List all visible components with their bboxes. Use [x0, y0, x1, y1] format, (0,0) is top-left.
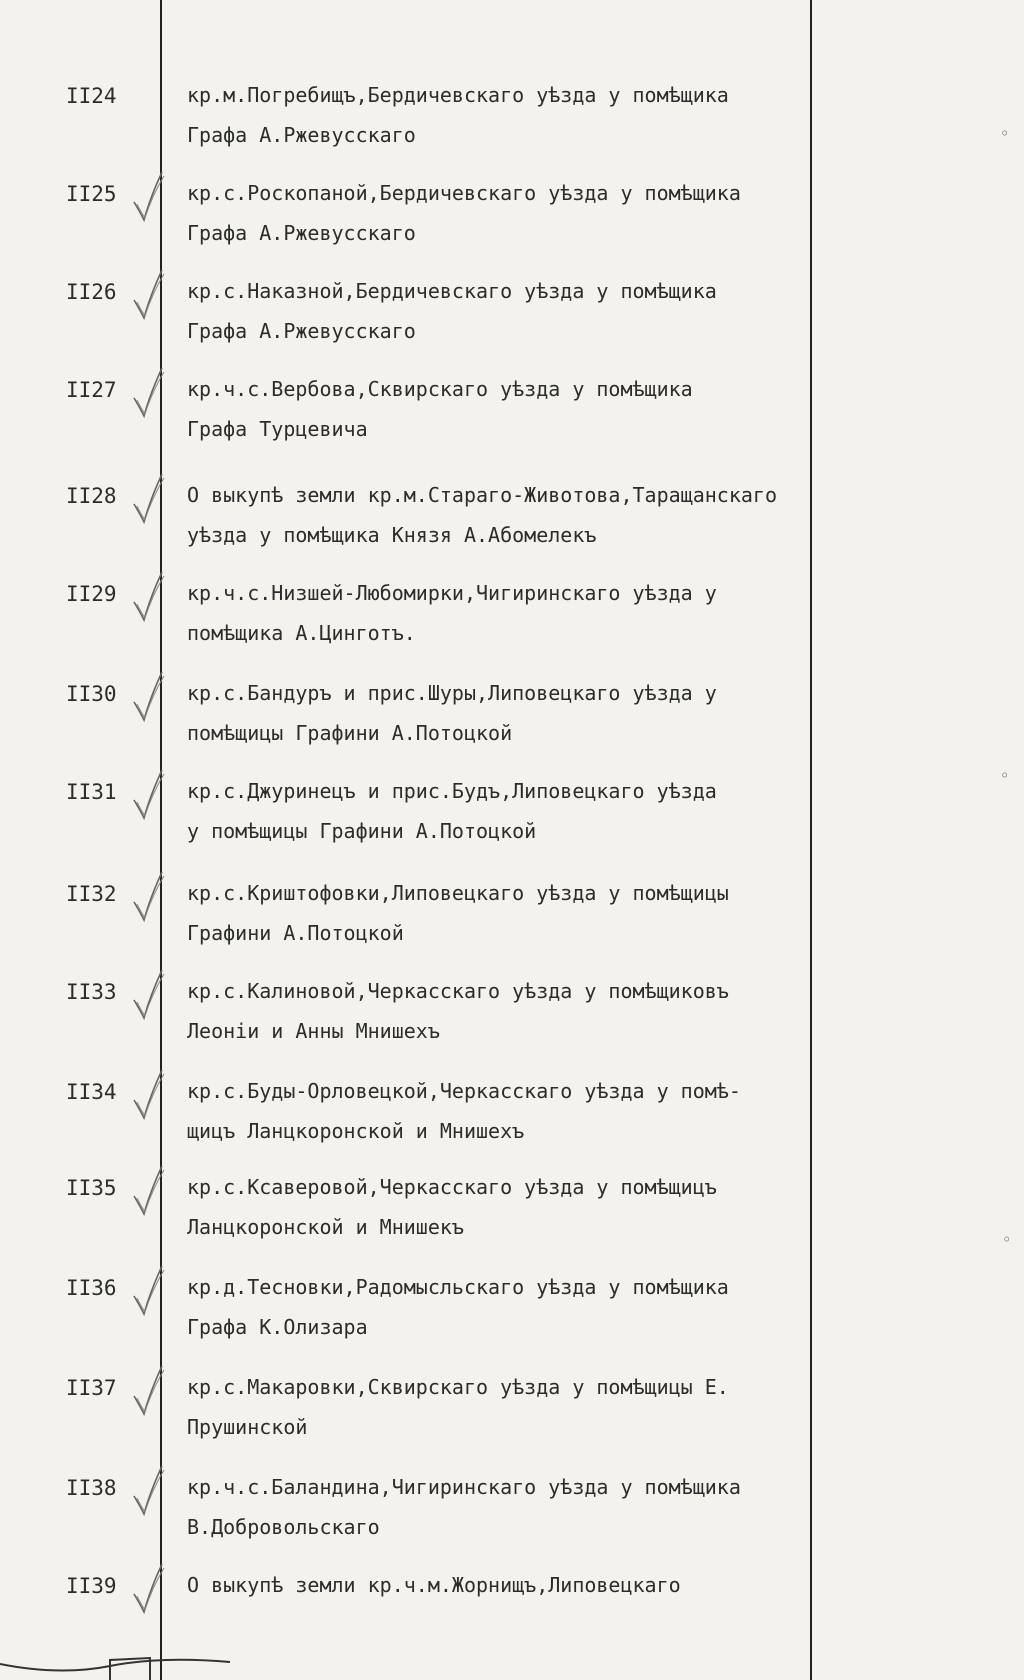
entry-line-2: у помѣщицы Графини А.Потоцкой — [187, 819, 537, 843]
entry-line-1: О выкупѣ земли кр.ч.м.Жорнищъ,Липовецкаго — [187, 1573, 681, 1597]
check-mark-icon — [128, 766, 168, 822]
entry-line-1: кр.с.Буды-Орловецкой,Черкасскаго уѣзда у помѣ- — [187, 1079, 741, 1103]
entry-number: II32 — [66, 882, 117, 906]
register-entry — [0, 84, 1024, 164]
register-entry — [0, 1176, 1024, 1256]
entry-line-1: О выкупѣ земли кр.м.Стараго-Животова,Таращанскаго — [187, 483, 778, 507]
entry-line-1: кр.ч.с.Баландина,Чигиринскаго уѣзда у помѣщика — [187, 1475, 741, 1499]
entry-number: II33 — [66, 980, 117, 1004]
register-entry — [0, 582, 1024, 662]
entry-text — [187, 971, 827, 1051]
entry-line-1: кр.ч.с.Вербова,Сквирскаго уѣзда у помѣщика — [187, 377, 693, 401]
entry-line-2: уѣзда у помѣщика Князя А.Абомелекъ — [187, 523, 597, 547]
entry-number: II28 — [66, 484, 117, 508]
entry-number: II26 — [66, 280, 117, 304]
check-mark-icon — [128, 168, 168, 224]
entry-line-1: кр.с.Калиновой,Черкасскаго уѣзда у помѣщиковъ — [187, 979, 729, 1003]
entry-number: II30 — [66, 682, 117, 706]
register-entry — [0, 882, 1024, 962]
entry-text — [187, 1565, 827, 1645]
check-mark-icon — [128, 266, 168, 322]
check-mark-icon — [128, 668, 168, 724]
check-mark-icon — [128, 568, 168, 624]
entry-line-2: помѣщика А.Цинготъ. — [187, 621, 416, 645]
entry-text — [187, 75, 827, 155]
entry-text — [187, 475, 827, 555]
entry-line-2: Графа А.Ржевусскаго — [187, 319, 416, 343]
entry-number: II27 — [66, 378, 117, 402]
register-entry — [0, 780, 1024, 860]
register-entry — [0, 280, 1024, 360]
entry-text — [187, 873, 827, 953]
register-entry — [0, 1376, 1024, 1456]
entry-text — [187, 673, 827, 753]
entry-line-1: кр.с.Джуринецъ и прис.Будъ,Липовецкаго уѣзда — [187, 779, 717, 803]
entry-number: II35 — [66, 1176, 117, 1200]
entry-text — [187, 1367, 827, 1447]
entry-number: II29 — [66, 582, 117, 606]
entry-text — [187, 771, 827, 851]
entry-line-1: кр.с.Бандуръ и прис.Шуры,Липовецкаго уѣзда у — [187, 681, 717, 705]
entry-line-2: Ланцкоронской и Мнишекъ — [187, 1215, 464, 1239]
entry-number: II36 — [66, 1276, 117, 1300]
entry-line-1: кр.д.Тесновки,Радомысльскаго уѣзда у помѣщика — [187, 1275, 729, 1299]
entry-line-1: кр.с.Роскопаной,Бердичевскаго уѣзда у помѣщика — [187, 181, 741, 205]
register-entry — [0, 378, 1024, 458]
register-entry — [0, 1080, 1024, 1160]
entry-line-1: кр.с.Криштофовки,Липовецкаго уѣзда у помѣщицы — [187, 881, 729, 905]
entry-line-2: Графа А.Ржевусскаго — [187, 221, 416, 245]
entry-line-1: кр.с.Наказной,Бердичевскаго уѣзда у помѣщика — [187, 279, 717, 303]
entry-number: II24 — [66, 84, 117, 108]
check-mark-icon — [128, 1560, 168, 1616]
entry-line-2: Леонiи и Анны Мнишехъ — [187, 1019, 440, 1043]
entry-line-1: кр.ч.с.Низшей-Любомирки,Чигиринскаго уѣзда у — [187, 581, 717, 605]
entry-line-2: щицъ Ланцкоронской и Мнишехъ — [187, 1119, 525, 1143]
check-mark-icon — [128, 1162, 168, 1218]
entry-number: II37 — [66, 1376, 117, 1400]
entry-text — [187, 1071, 827, 1151]
register-entry — [0, 1476, 1024, 1556]
entry-line-1: кр.с.Ксаверовой,Черкасскаго уѣзда у помѣщицъ — [187, 1175, 717, 1199]
margin-mark: ◦ — [1000, 124, 1010, 143]
entry-line-2: Графа Турцевича — [187, 417, 368, 441]
entry-number: II38 — [66, 1476, 117, 1500]
entry-line-2: Графа К.Олизара — [187, 1315, 368, 1339]
check-mark-icon — [128, 1362, 168, 1418]
entry-line-1: кр.м.Погребищъ,Бердичевскаго уѣзда у помѣщика — [187, 83, 729, 107]
register-entry — [0, 484, 1024, 564]
entry-number: II31 — [66, 780, 117, 804]
entry-line-2: помѣщицы Графини А.Потоцкой — [187, 721, 513, 745]
check-mark-icon — [128, 1462, 168, 1518]
entry-number: II25 — [66, 182, 117, 206]
entry-number: II34 — [66, 1080, 117, 1104]
entry-line-1: кр.с.Макаровки,Сквирскаго уѣзда у помѣщицы Е. — [187, 1375, 729, 1399]
entry-text — [187, 1167, 827, 1247]
entry-text — [187, 173, 827, 253]
check-mark-icon — [128, 966, 168, 1022]
entry-line-2 — [187, 1605, 827, 1645]
margin-mark: ◦ — [1000, 766, 1010, 785]
check-mark-icon — [128, 364, 168, 420]
entry-number: II39 — [66, 1574, 117, 1598]
margin-mark: ◦ — [1002, 1230, 1012, 1249]
check-mark-icon — [128, 1066, 168, 1122]
entry-line-2: В.Добровольскаго — [187, 1515, 380, 1539]
entry-text — [187, 1467, 827, 1547]
register-entry — [0, 682, 1024, 762]
check-mark-icon — [128, 868, 168, 924]
check-mark-icon — [128, 1262, 168, 1318]
entry-text — [187, 1267, 827, 1347]
entry-line-2: Прушинской — [187, 1415, 308, 1439]
entry-text — [187, 271, 827, 351]
entry-line-2: Графа А.Ржевусскаго — [187, 123, 416, 147]
page-edge-curve — [0, 1636, 240, 1680]
entry-text — [187, 573, 827, 653]
register-entry — [0, 980, 1024, 1060]
entry-line-2: Графини А.Потоцкой — [187, 921, 404, 945]
register-entry — [0, 182, 1024, 262]
register-entry — [0, 1276, 1024, 1356]
entry-text — [187, 369, 827, 449]
check-mark-icon — [128, 470, 168, 526]
